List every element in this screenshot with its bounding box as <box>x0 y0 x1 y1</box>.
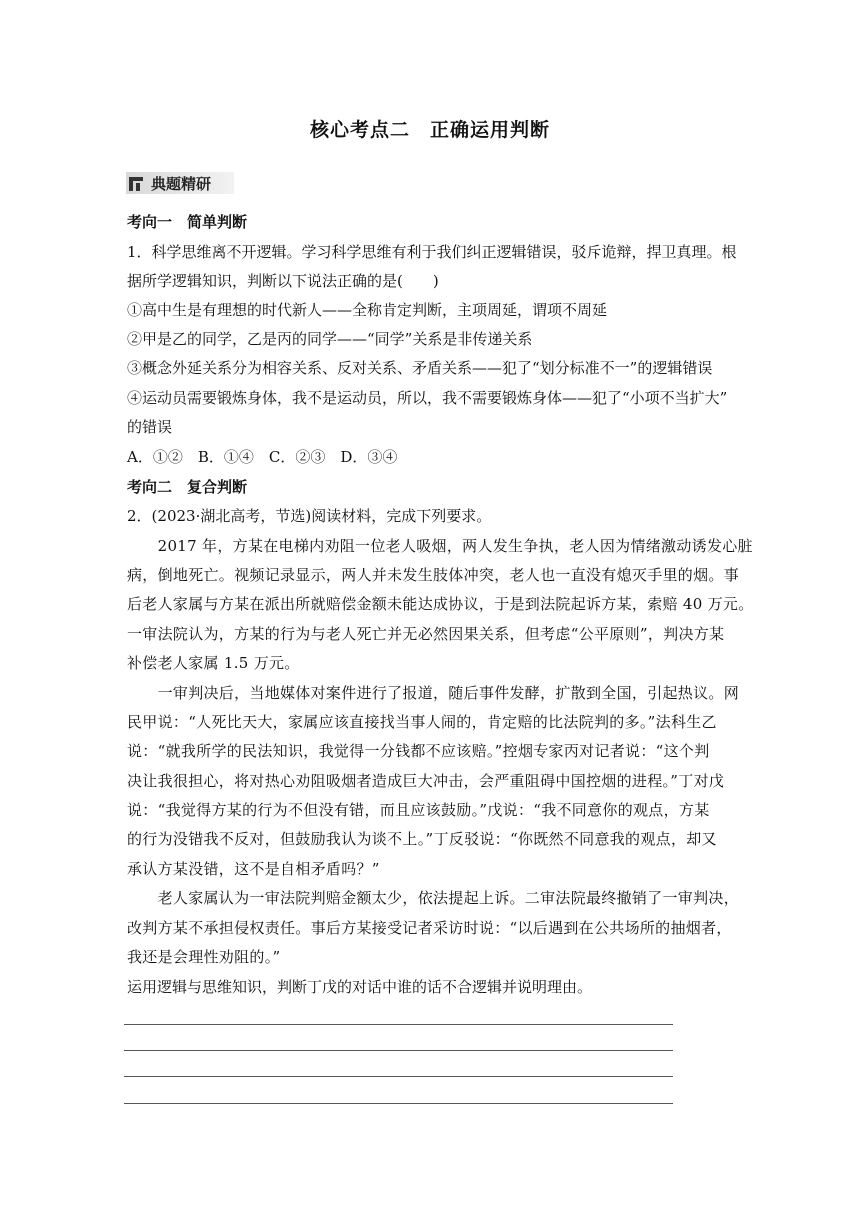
material-line: 后老人家属与方某在派出所就赔偿金额未能达成协议，于是到法院起诉方某，索赔 40 万元。 <box>127 595 754 613</box>
question-1-stem-line1: 1．科学思维离不开逻辑。学习科学思维有利于我们纠正逻辑错误，驳斥诡辩，捍卫真理。根 <box>127 243 737 261</box>
question-2-requirement: 运用逻辑与思维知识，判断丁戊的对话中谁的话不合逻辑并说明理由。 <box>127 978 593 996</box>
material-line: 说：“我觉得方某的行为不但没有错，而且应该鼓励。”戊说：“我不同意你的观点，方某 <box>127 801 710 819</box>
question-1-stem-line2: 据所学逻辑知识，判断以下说法正确的是( ) <box>127 272 439 290</box>
material-line: 说：“就我所学的民法知识，我觉得一分钱都不应该赔。”控烟专家丙对记者说：“这个判 <box>127 742 710 760</box>
material-line: 补偿老人家属 1.5 万元。 <box>127 654 300 672</box>
direction-heading-1: 考向一 简单判断 <box>127 213 248 231</box>
material-line: 改判方某不承担侵权责任。事后方某接受记者采访时说：“以后遇到在公共场所的抽烟者， <box>127 919 732 937</box>
material-line: 老人家属认为一审法院判赔金额太少，依法提起上诉。二审法院最终撤销了一审判决， <box>127 889 740 907</box>
section-banner-label: 典题精研 <box>151 174 212 193</box>
section-banner <box>126 172 234 194</box>
material-line: 2017 年，方某在电梯内劝阻一位老人吸烟，两人发生争执，老人因为情绪激动诱发心脏 <box>127 537 753 555</box>
page-title: 核心考点二 正确运用判断 <box>309 119 550 141</box>
material-line: 承认方某没错，这不是自相矛盾吗？” <box>127 860 380 878</box>
material-line: 一审法院认为，方某的行为与老人死亡并无必然因果关系，但考虑“公平原则”，判决方某 <box>127 625 725 643</box>
question-1-item-4-line2: 的错误 <box>127 418 173 436</box>
answer-line[interactable] <box>124 1050 673 1051</box>
question-2-stem: 2．(2023·湖北高考，节选)阅读材料，完成下列要求。 <box>127 507 492 525</box>
material-line: 决让我很担心，将对热心劝阻吸烟者造成巨大冲击，会严重阻碍中国控烟的进程。”丁对戊 <box>127 772 725 790</box>
answer-line[interactable] <box>124 1103 673 1104</box>
question-1-item-3: ③概念外延关系分为相容关系、反对关系、矛盾关系——犯了“划分标准不一”的逻辑错误 <box>127 359 713 377</box>
question-1-options: A．①② B．①④ C．②③ D．③④ <box>127 448 398 466</box>
section-marker-icon <box>129 175 145 191</box>
question-1-item-2: ②甲是乙的同学，乙是丙的同学——“同学”关系是非传递关系 <box>127 330 533 348</box>
direction-heading-2: 考向二 复合判断 <box>127 478 248 496</box>
answer-line[interactable] <box>124 1024 673 1025</box>
question-1-item-1: ①高中生是有理想的时代新人——全称肯定判断，主项周延，谓项不周延 <box>127 301 608 319</box>
material-line: 的行为没错我不反对，但鼓励我认为谈不上。”丁反驳说：“你既然不同意我的观点，却又 <box>127 830 717 848</box>
answer-line[interactable] <box>124 1076 673 1077</box>
material-line: 民甲说：“人死比天大，家属应该直接找当事人闹的，肯定赔的比法院判的多。”法科生乙 <box>127 713 717 731</box>
material-line: 病，倒地死亡。视频记录显示，两人并未发生肢体冲突，老人也一直没有熄灭手里的烟。事 <box>127 566 740 584</box>
question-1-item-4-line1: ④运动员需要锻炼身体，我不是运动员，所以，我不需要锻炼身体——犯了“小项不当扩大” <box>127 389 728 407</box>
material-line: 我还是会理性劝阻的。” <box>127 948 281 966</box>
material-line: 一审判决后，当地媒体对案件进行了报道，随后事件发酵，扩散到全国，引起热议。网 <box>127 684 740 702</box>
